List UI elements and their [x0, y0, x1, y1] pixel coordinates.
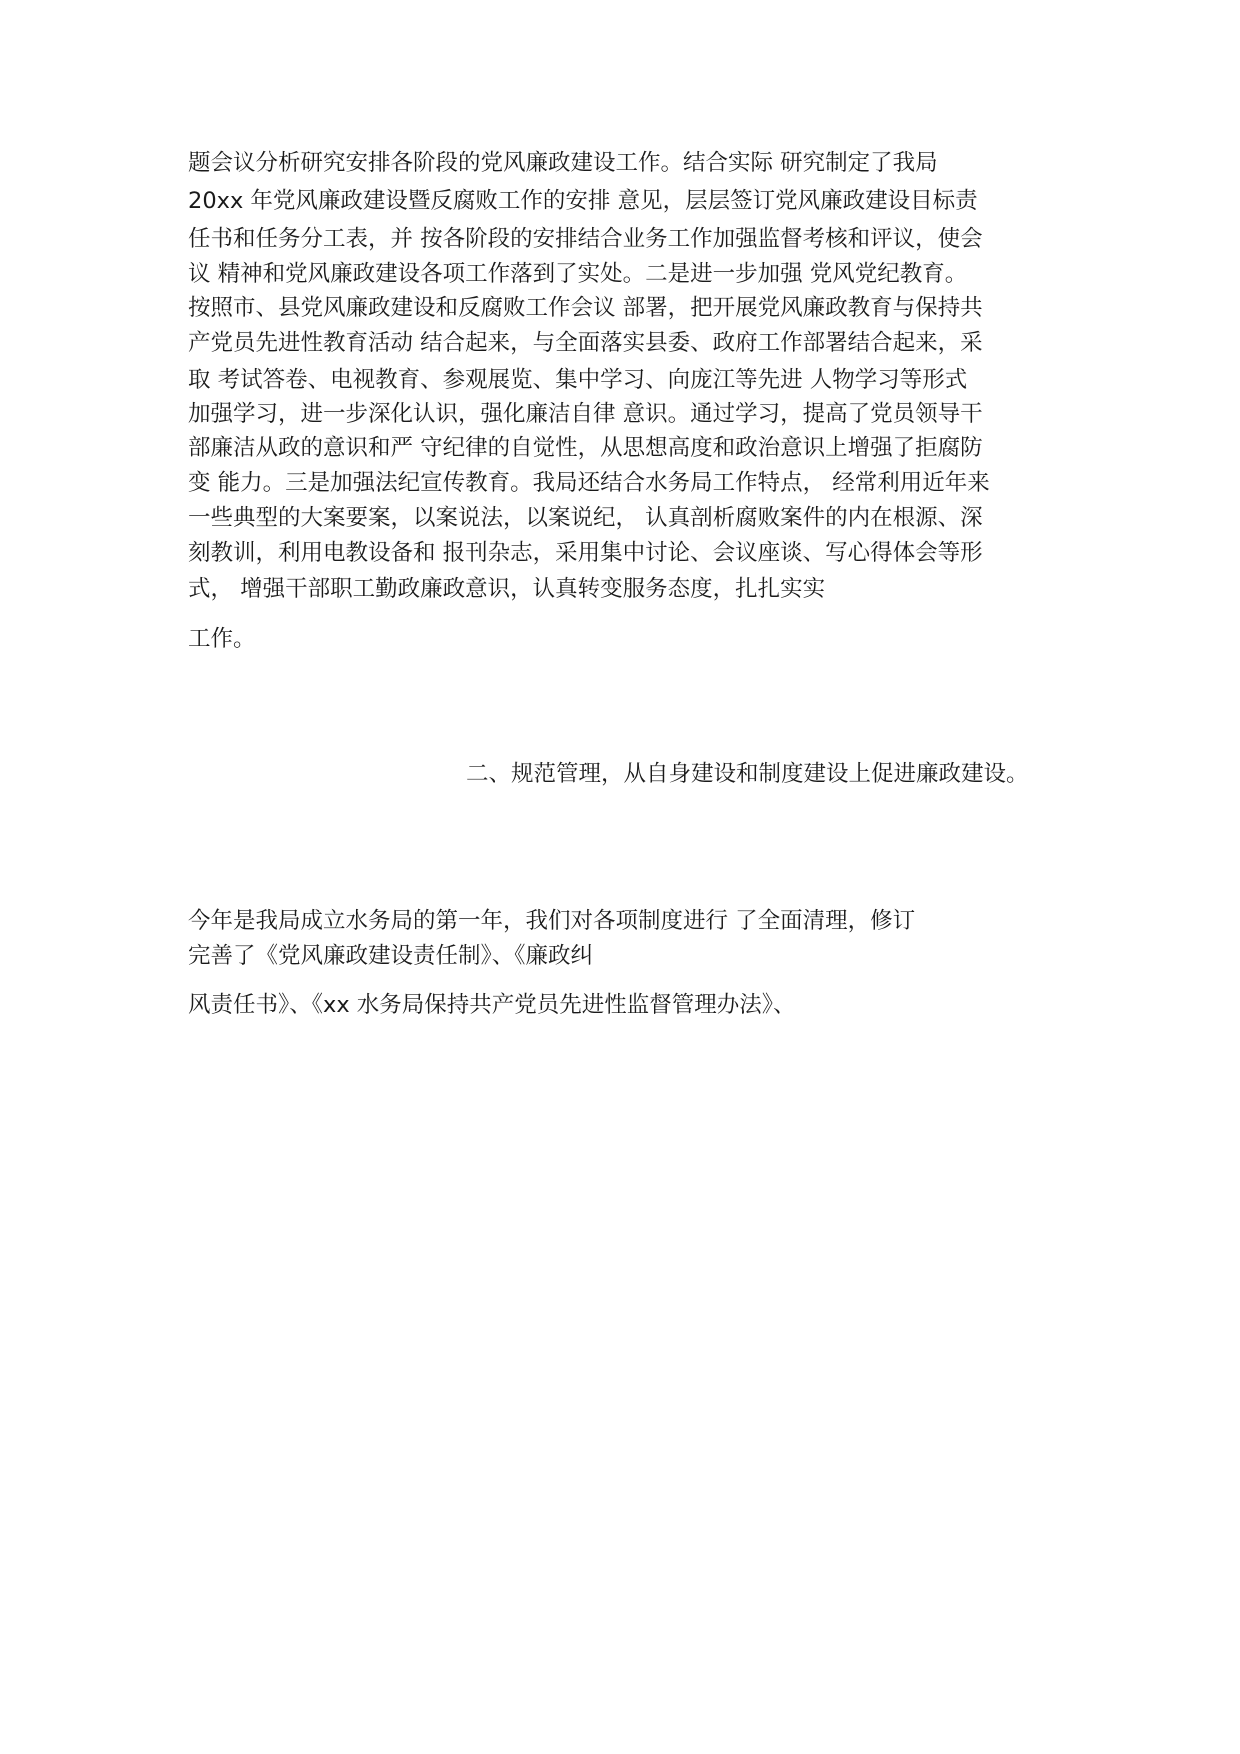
paragraph-line-9: 部廉洁从政的意识和严 守纪律的自觉性，从思想高度和政治意识上增强了拒腐防: [188, 435, 983, 461]
paragraph-line-11: 一些典型的大案要案，以案说法，以案说纪， 认真剖析腐败案件的内在根源、深: [188, 505, 983, 531]
paragraph-tail: 工作。: [188, 626, 256, 652]
paragraph-line-13: 式， 增强干部职工勤政廉政意识，认真转变服务态度，扎扎实实: [188, 576, 826, 602]
section-heading: 二、规范管理，从自身建设和制度建设上促进廉政建设。: [466, 761, 1029, 787]
paragraph-line-2: 20xx 年党风廉政建设暨反腐败工作的安排 意见，层层签订党风廉政建设目标责: [188, 188, 978, 214]
section-paragraph-line-3: 风责任书》、《xx 水务局保持共产党员先进性监督管理办法》、: [188, 992, 796, 1018]
section-paragraph-line-1: 今年是我局成立水务局的第一年，我们对各项制度进行 了全面清理，修订: [188, 908, 916, 934]
paragraph-line-6: 产党员先进性教育活动 结合起来，与全面落实县委、政府工作部署结合起来，采: [188, 330, 983, 356]
section-paragraph-line-2: 完善了《党风廉政建设责任制》、《廉政纠: [188, 943, 594, 969]
paragraph-line-8: 加强学习，进一步深化认识，强化廉洁自律 意识。通过学习，提高了党员领导干: [188, 401, 983, 427]
paragraph-line-1: 题会议分析研究安排各阶段的党风廉政建设工作。结合实际 研究制定了我局: [188, 150, 938, 176]
paragraph-line-10: 变 能力。三是加强法纪宣传教育。我局还结合水务局工作特点， 经常利用近年来: [188, 470, 990, 496]
paragraph-line-5: 按照市、县党风廉政建设和反腐败工作会议 部署，把开展党风廉政教育与保持共: [188, 295, 983, 321]
paragraph-line-7: 取 考试答卷、电视教育、参观展览、集中学习、向庞江等先进 人物学习等形式: [188, 367, 968, 393]
paragraph-line-4: 议 精神和党风廉政建设各项工作落到了实处。二是进一步加强 党风党纪教育。: [188, 261, 968, 287]
paragraph-line-12: 刻教训，利用电教设备和 报刊杂志，采用集中讨论、会议座谈、写心得体会等形: [188, 540, 983, 566]
paragraph-line-3: 任书和任务分工表，并 按各阶段的安排结合业务工作加强监督考核和评议，使会: [188, 226, 983, 252]
